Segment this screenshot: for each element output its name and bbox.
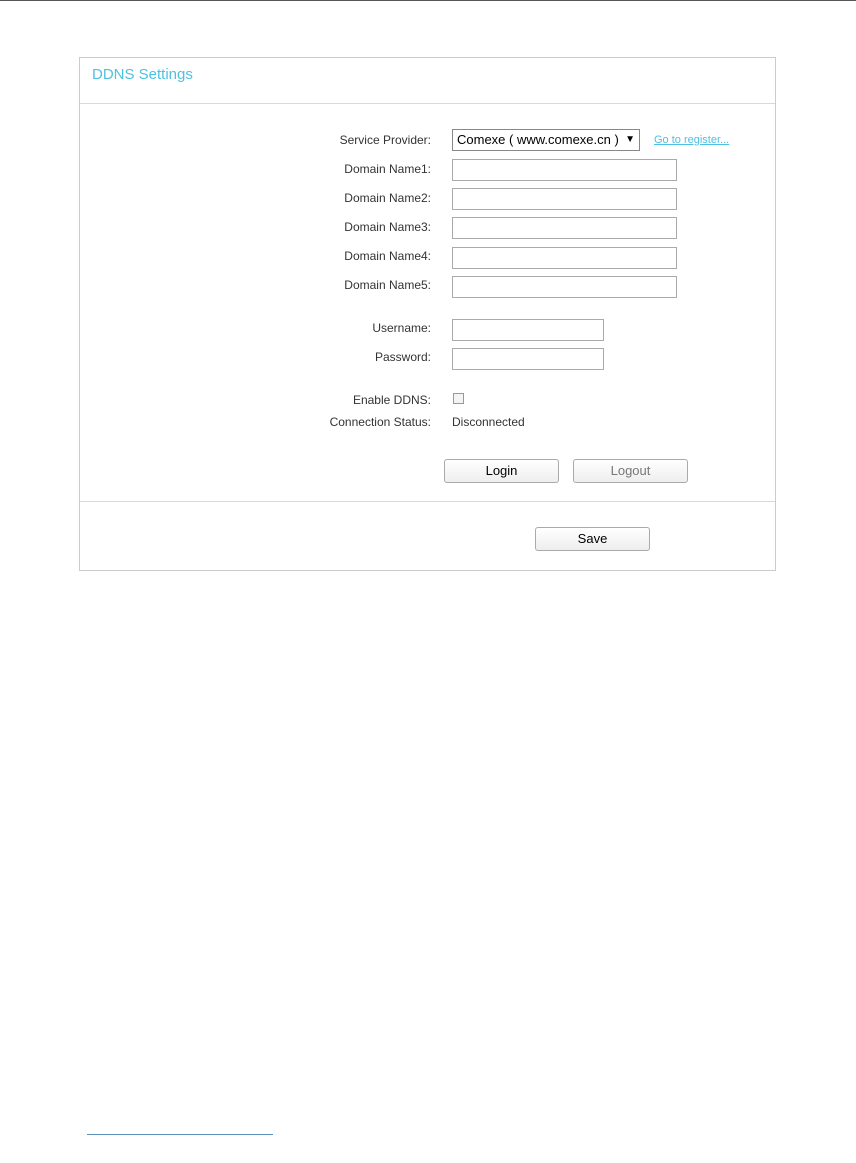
logout-button[interactable]: Logout xyxy=(573,459,688,483)
enable-ddns-label: Enable DDNS: xyxy=(352,393,431,407)
domain-name2-field[interactable] xyxy=(452,188,677,210)
service-provider-select[interactable] xyxy=(452,129,640,151)
footer-rule xyxy=(87,1134,273,1135)
domain-name3-field[interactable] xyxy=(452,217,677,239)
login-button[interactable]: Login xyxy=(444,459,559,483)
ddns-settings-panel xyxy=(79,57,776,571)
domain-name5-label: Domain Name5: xyxy=(344,278,431,292)
connection-status-label: Connection Status: xyxy=(329,415,431,429)
domain-name4-label: Domain Name4: xyxy=(344,249,431,263)
username-field[interactable] xyxy=(452,319,604,341)
footer-divider xyxy=(80,501,775,502)
chevron-down-icon: ▼ xyxy=(625,134,635,145)
service-provider-label: Service Provider: xyxy=(339,133,431,147)
domain-name3-label: Domain Name3: xyxy=(344,220,431,234)
panel-title: DDNS Settings xyxy=(92,66,193,83)
password-label: Password: xyxy=(374,350,431,364)
domain-name1-label: Domain Name1: xyxy=(344,162,431,176)
connection-status-value: Disconnected xyxy=(452,415,525,429)
enable-ddns-checkbox[interactable] xyxy=(453,393,464,404)
domain-name1-field[interactable] xyxy=(452,159,677,181)
username-label: Username: xyxy=(372,321,431,335)
top-rule xyxy=(0,0,856,1)
service-provider-value: Comexe ( www.comexe.cn ) xyxy=(457,132,619,147)
domain-name5-field[interactable] xyxy=(452,276,677,298)
header-divider xyxy=(80,103,775,104)
go-to-register-link[interactable]: Go to register... xyxy=(654,134,730,146)
password-field[interactable] xyxy=(452,348,604,370)
save-button[interactable]: Save xyxy=(535,527,650,551)
domain-name4-field[interactable] xyxy=(452,247,677,269)
domain-name2-label: Domain Name2: xyxy=(344,191,431,205)
